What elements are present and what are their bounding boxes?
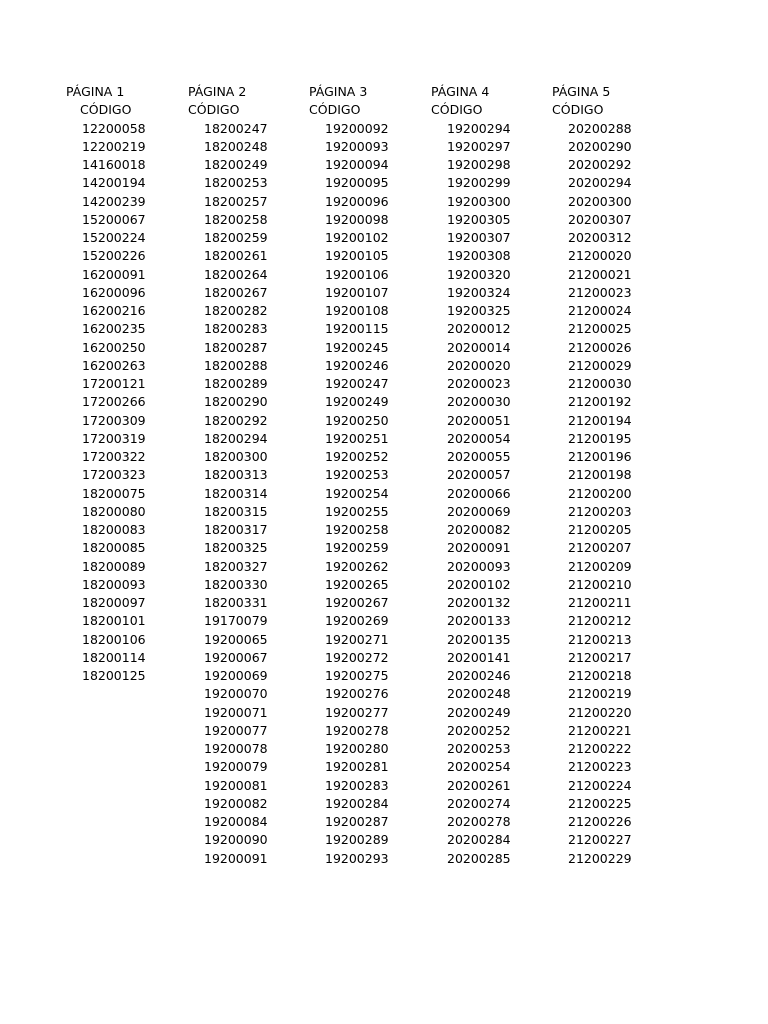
code-cell: 20200132 xyxy=(447,595,511,610)
code-cell: 18200288 xyxy=(204,357,268,373)
code-cell: 21200026 xyxy=(568,339,632,355)
page-1-label: PÁGINA 1 xyxy=(66,84,125,99)
code-cell: 18200315 xyxy=(204,503,268,519)
code-cell: 20200023 xyxy=(447,376,511,391)
code-cell: 14160018 xyxy=(82,157,146,172)
code-cell: 19200096 xyxy=(325,193,389,209)
code-cell: 20200254 xyxy=(447,759,511,775)
code-cell: 19200067 xyxy=(204,649,268,665)
code-cell: 21200218 xyxy=(568,668,632,683)
code-cell: 15200226 xyxy=(82,248,146,264)
code-cell: 16200235 xyxy=(82,321,146,337)
page-2-code-header: CÓDIGO xyxy=(188,102,240,118)
code-cell: 19200093 xyxy=(325,138,389,154)
code-cell: 20200091 xyxy=(447,540,511,556)
code-cell: 19200079 xyxy=(204,759,268,775)
code-cell: 18200292 xyxy=(204,412,268,428)
code-cell: 15200224 xyxy=(82,230,146,245)
code-cell: 18200317 xyxy=(204,522,268,537)
code-cell: 20200278 xyxy=(447,814,511,829)
code-cell: 20200288 xyxy=(568,120,632,136)
code-cell: 18200258 xyxy=(204,211,268,227)
page-5-column xyxy=(552,83,672,868)
code-cell: 19200082 xyxy=(204,795,268,811)
code-cell: 19200245 xyxy=(325,339,389,355)
code-cell: 16200096 xyxy=(82,284,146,300)
code-cell: 20200300 xyxy=(568,193,632,209)
code-cell: 19200305 xyxy=(447,211,511,227)
code-cell: 19200269 xyxy=(325,613,389,629)
code-cell: 21200023 xyxy=(568,284,632,300)
code-cell: 20200246 xyxy=(447,668,511,683)
code-cell: 21200021 xyxy=(568,266,632,282)
code-cell: 17200121 xyxy=(82,376,146,391)
code-cell: 19200300 xyxy=(447,193,511,209)
code-cell: 18200248 xyxy=(204,138,268,154)
code-cell: 16200250 xyxy=(82,339,146,355)
code-cell: 19200308 xyxy=(447,248,511,264)
code-cell: 19200081 xyxy=(204,777,268,793)
code-cell: 14200194 xyxy=(82,175,146,191)
code-cell: 19170079 xyxy=(204,613,268,629)
code-cell: 18200313 xyxy=(204,467,268,483)
code-cell: 18200125 xyxy=(82,668,146,683)
code-cell: 20200012 xyxy=(447,321,511,337)
code-cell: 19200077 xyxy=(204,722,268,738)
code-cell: 18200289 xyxy=(204,376,268,391)
code-cell: 19200069 xyxy=(204,668,268,683)
code-cell: 21200207 xyxy=(568,540,632,556)
code-cell: 21200229 xyxy=(568,850,632,866)
code-cell: 20200274 xyxy=(447,795,511,811)
code-cell: 19200247 xyxy=(325,376,389,391)
code-cell: 20200294 xyxy=(568,175,632,191)
page-3-code-header: CÓDIGO xyxy=(309,102,361,118)
code-cell: 19200280 xyxy=(325,741,389,756)
code-cell: 18200106 xyxy=(82,631,146,647)
code-cell: 19200267 xyxy=(325,595,389,610)
code-cell: 20200102 xyxy=(447,576,511,592)
code-cell: 20200069 xyxy=(447,503,511,519)
code-cell: 18200264 xyxy=(204,266,268,282)
code-cell: 18200080 xyxy=(82,503,146,519)
code-cell: 19200065 xyxy=(204,631,268,647)
code-cell: 19200078 xyxy=(204,741,268,756)
code-cell: 18200101 xyxy=(82,613,146,629)
code-cell: 18200259 xyxy=(204,230,268,245)
code-cell: 19200271 xyxy=(325,631,389,647)
code-cell: 18200290 xyxy=(204,394,268,410)
code-cell: 19200265 xyxy=(325,576,389,592)
code-cell: 18200089 xyxy=(82,558,146,574)
code-cell: 20200055 xyxy=(447,449,511,464)
code-cell: 21200200 xyxy=(568,485,632,501)
code-cell: 21200223 xyxy=(568,759,632,775)
code-cell: 20200253 xyxy=(447,741,511,756)
code-cell: 18200267 xyxy=(204,284,268,300)
code-cell: 19200246 xyxy=(325,357,389,373)
code-cell: 21200211 xyxy=(568,595,632,610)
code-cell: 17200323 xyxy=(82,467,146,483)
code-cell: 15200067 xyxy=(82,211,146,227)
code-cell: 19200276 xyxy=(325,686,389,702)
code-cell: 20200057 xyxy=(447,467,511,483)
code-cell: 18200294 xyxy=(204,430,268,446)
code-cell: 21200196 xyxy=(568,449,632,464)
code-cell: 19200108 xyxy=(325,303,389,318)
page-4-column xyxy=(431,83,551,868)
code-cell: 19200262 xyxy=(325,558,389,574)
code-cell: 19200289 xyxy=(325,832,389,848)
page-3-column xyxy=(309,83,429,868)
code-cell: 20200261 xyxy=(447,777,511,793)
code-cell: 19200084 xyxy=(204,814,268,829)
code-cell: 19200255 xyxy=(325,503,389,519)
code-cell: 21200224 xyxy=(568,777,632,793)
code-cell: 19200272 xyxy=(325,649,389,665)
code-cell: 20200051 xyxy=(447,412,511,428)
page-3-label: PÁGINA 3 xyxy=(309,84,368,99)
page-5-label: PÁGINA 5 xyxy=(552,84,611,99)
code-cell: 21200029 xyxy=(568,357,632,373)
code-cell: 18200083 xyxy=(82,522,146,537)
code-cell: 19200115 xyxy=(325,321,389,337)
code-cell: 20200285 xyxy=(447,850,511,866)
code-cell: 20200135 xyxy=(447,631,511,647)
code-cell: 18200331 xyxy=(204,595,268,610)
code-cell: 12200058 xyxy=(82,120,146,136)
code-cell: 18200261 xyxy=(204,248,268,264)
code-cell: 20200030 xyxy=(447,394,511,410)
code-cell: 19200299 xyxy=(447,175,511,191)
code-cell: 21200213 xyxy=(568,631,632,647)
code-cell: 18200282 xyxy=(204,303,268,318)
page-1-code-header: CÓDIGO xyxy=(80,102,132,118)
code-cell: 19200287 xyxy=(325,814,389,829)
code-cell: 21200020 xyxy=(568,248,632,264)
code-cell: 20200249 xyxy=(447,704,511,720)
code-cell: 14200239 xyxy=(82,193,146,209)
code-cell: 17200309 xyxy=(82,412,146,428)
code-cell: 19200095 xyxy=(325,175,389,191)
code-cell: 17200266 xyxy=(82,394,146,410)
code-cell: 19200253 xyxy=(325,467,389,483)
code-cell: 19200283 xyxy=(325,777,389,793)
code-cell: 19200071 xyxy=(204,704,268,720)
code-cell: 21200198 xyxy=(568,467,632,483)
code-cell: 21200030 xyxy=(568,376,632,391)
code-cell: 20200054 xyxy=(447,430,511,446)
code-cell: 19200307 xyxy=(447,230,511,245)
code-cell: 20200066 xyxy=(447,485,511,501)
code-cell: 19200284 xyxy=(325,795,389,811)
page-4-code-header: CÓDIGO xyxy=(431,102,483,118)
code-cell: 19200278 xyxy=(325,722,389,738)
code-cell: 21200025 xyxy=(568,321,632,337)
code-cell: 19200070 xyxy=(204,686,268,702)
code-cell: 18200075 xyxy=(82,485,146,501)
code-cell: 21200222 xyxy=(568,741,632,756)
code-cell: 19200297 xyxy=(447,138,511,154)
page-2-column xyxy=(188,83,308,868)
code-cell: 19200090 xyxy=(204,832,268,848)
code-cell: 21200209 xyxy=(568,558,632,574)
code-cell: 18200314 xyxy=(204,485,268,501)
code-cell: 20200082 xyxy=(447,522,511,537)
code-cell: 18200287 xyxy=(204,339,268,355)
code-cell: 19200258 xyxy=(325,522,389,537)
code-cell: 19200259 xyxy=(325,540,389,556)
code-cell: 18200327 xyxy=(204,558,268,574)
code-cell: 19200294 xyxy=(447,120,511,136)
code-cell: 19200250 xyxy=(325,412,389,428)
code-cell: 21200221 xyxy=(568,722,632,738)
code-cell: 20200093 xyxy=(447,558,511,574)
code-cell: 19200254 xyxy=(325,485,389,501)
code-cell: 18200093 xyxy=(82,576,146,592)
code-cell: 21200225 xyxy=(568,795,632,811)
code-cell: 18200114 xyxy=(82,649,146,665)
code-cell: 20200133 xyxy=(447,613,511,629)
code-cell: 16200216 xyxy=(82,303,146,318)
page-2-label: PÁGINA 2 xyxy=(188,84,247,99)
code-cell: 19200091 xyxy=(204,850,268,866)
code-cell: 20200141 xyxy=(447,649,511,665)
code-cell: 18200300 xyxy=(204,449,268,464)
code-cell: 21200205 xyxy=(568,522,632,537)
code-cell: 20200292 xyxy=(568,157,632,172)
code-cell: 16200091 xyxy=(82,266,146,282)
code-cell: 18200257 xyxy=(204,193,268,209)
code-cell: 19200094 xyxy=(325,157,389,172)
code-cell: 21200203 xyxy=(568,503,632,519)
code-cell: 19200281 xyxy=(325,759,389,775)
code-cell: 18200097 xyxy=(82,595,146,610)
code-cell: 16200263 xyxy=(82,357,146,373)
code-cell: 20200284 xyxy=(447,832,511,848)
code-cell: 20200307 xyxy=(568,211,632,227)
code-cell: 18200249 xyxy=(204,157,268,172)
code-cell: 21200226 xyxy=(568,814,632,829)
code-cell: 21200227 xyxy=(568,832,632,848)
code-cell: 19200107 xyxy=(325,284,389,300)
code-cell: 20200252 xyxy=(447,722,511,738)
code-cell: 21200195 xyxy=(568,430,632,446)
code-cell: 19200102 xyxy=(325,230,389,245)
code-cell: 19200252 xyxy=(325,449,389,464)
code-cell: 21200210 xyxy=(568,576,632,592)
code-cell: 21200024 xyxy=(568,303,632,318)
code-cell: 18200253 xyxy=(204,175,268,191)
code-cell: 17200319 xyxy=(82,430,146,446)
code-cell: 20200020 xyxy=(447,357,511,373)
code-cell: 19200293 xyxy=(325,850,389,866)
code-cell: 19200324 xyxy=(447,284,511,300)
code-cell: 21200212 xyxy=(568,613,632,629)
code-cell: 19200275 xyxy=(325,668,389,683)
code-cell: 18200247 xyxy=(204,120,268,136)
code-cell: 17200322 xyxy=(82,449,146,464)
code-cell: 12200219 xyxy=(82,138,146,154)
code-cell: 21200192 xyxy=(568,394,632,410)
page-4-label: PÁGINA 4 xyxy=(431,84,490,99)
code-cell: 19200098 xyxy=(325,211,389,227)
code-cell: 19200320 xyxy=(447,266,511,282)
code-cell: 19200277 xyxy=(325,704,389,720)
page-1-column xyxy=(66,83,186,685)
code-cell: 18200283 xyxy=(204,321,268,337)
code-cell: 18200330 xyxy=(204,576,268,592)
code-cell: 19200251 xyxy=(325,430,389,446)
code-cell: 20200248 xyxy=(447,686,511,702)
code-cell: 19200092 xyxy=(325,120,389,136)
code-cell: 21200219 xyxy=(568,686,632,702)
code-cell: 19200249 xyxy=(325,394,389,410)
code-cell: 21200220 xyxy=(568,704,632,720)
page-5-code-header: CÓDIGO xyxy=(552,102,604,118)
code-cell: 19200298 xyxy=(447,157,511,172)
code-cell: 19200325 xyxy=(447,303,511,318)
code-cell: 20200312 xyxy=(568,230,632,245)
code-cell: 19200106 xyxy=(325,266,389,282)
code-cell: 20200014 xyxy=(447,339,511,355)
code-cell: 18200085 xyxy=(82,540,146,556)
code-cell: 20200290 xyxy=(568,138,632,154)
code-cell: 21200194 xyxy=(568,412,632,428)
code-cell: 18200325 xyxy=(204,540,268,556)
code-cell: 19200105 xyxy=(325,248,389,264)
code-cell: 21200217 xyxy=(568,649,632,665)
